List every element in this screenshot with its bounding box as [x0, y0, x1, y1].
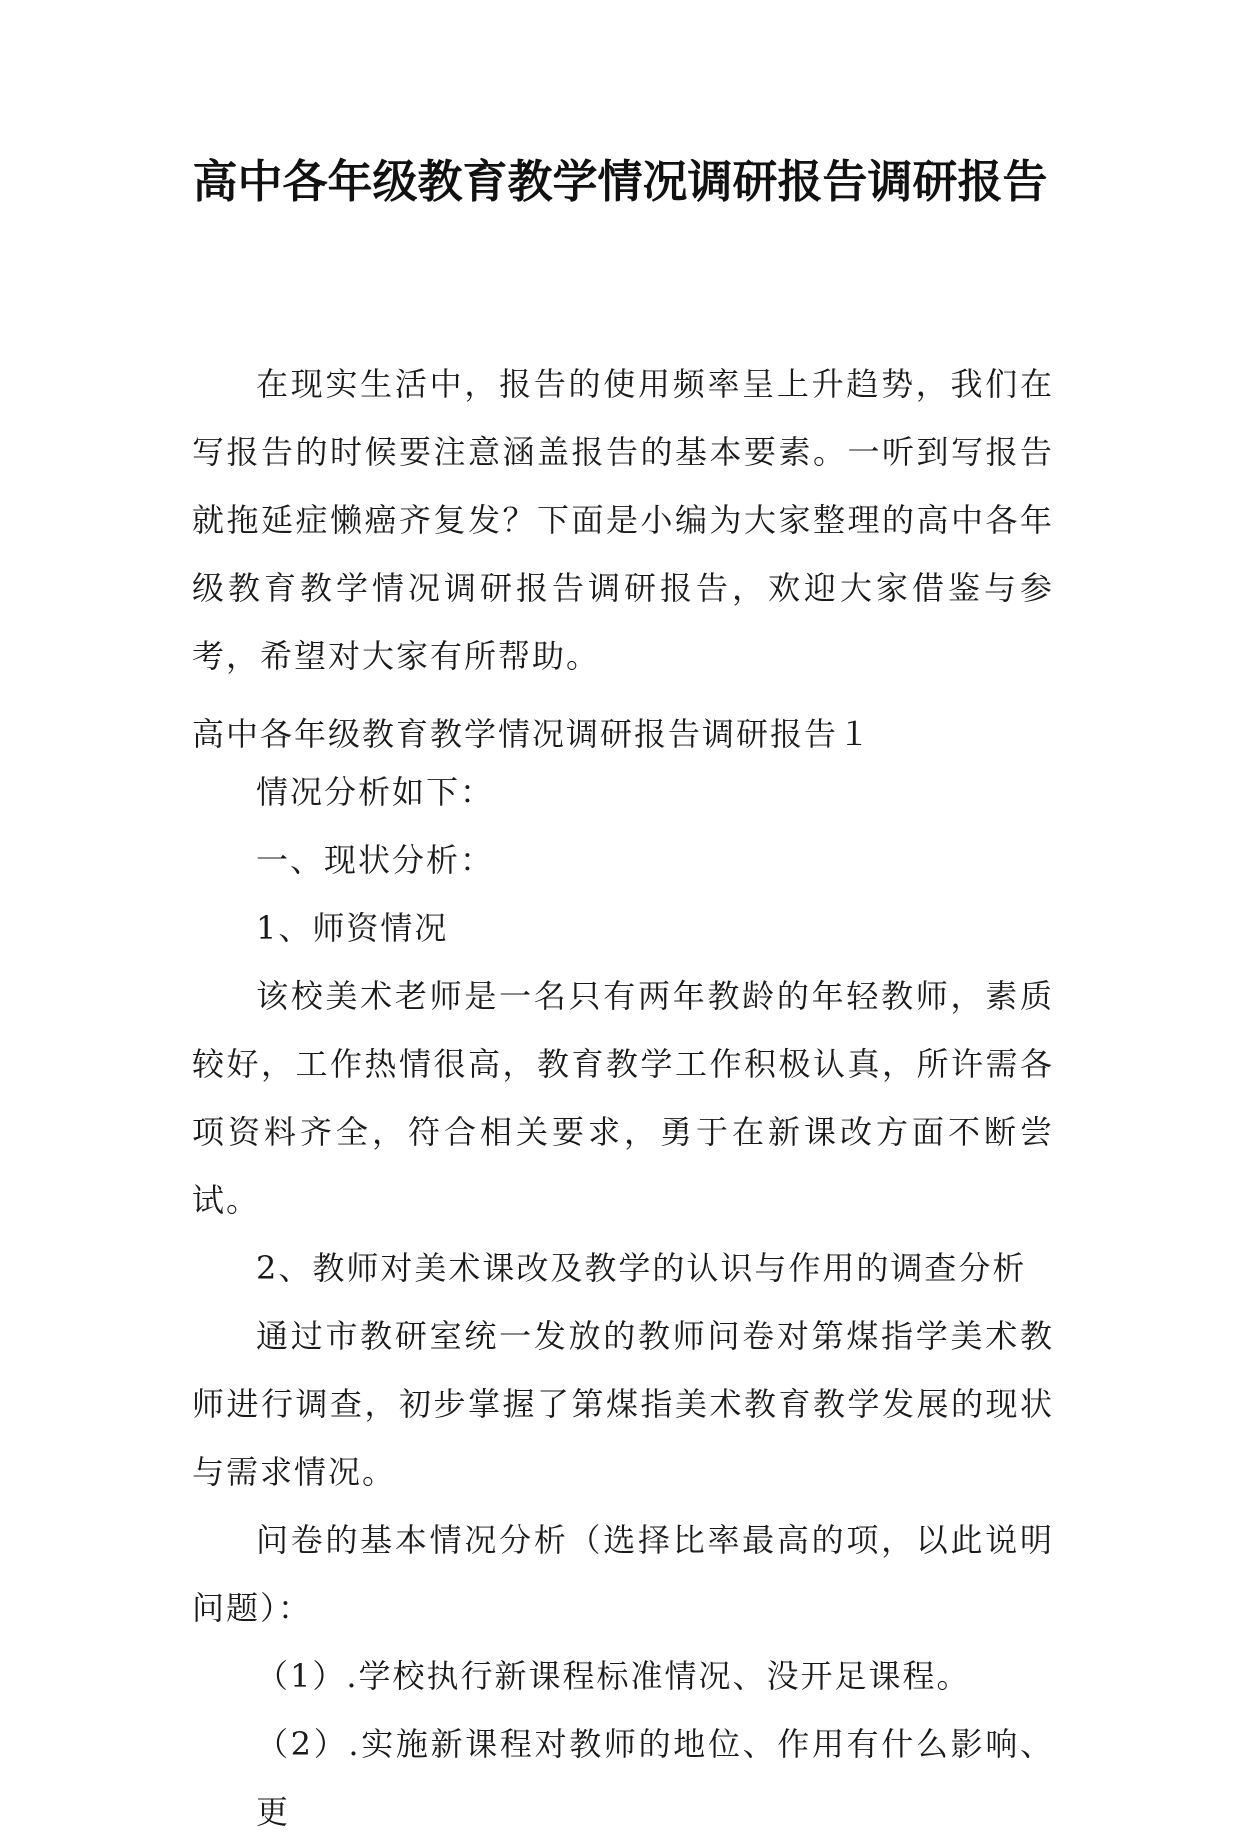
intro-paragraph: 在现实生活中，报告的使用频率呈上升趋势，我们在写报告的时候要注意涵盖报告的基本要素。一听到写报告就拖延症懒癌齐复发？下面是小编为大家整理的高中各年级教育教学情况调研报告调研报告，欢迎大家借鉴与参考，希望对大家有所帮助。: [192, 365, 1054, 675]
paragraph-faculty-heading: 1、师资情况: [256, 909, 449, 947]
paragraph-questionnaire-analysis: 问卷的基本情况分析（选择比率最高的项，以此说明问题）：: [192, 1521, 1054, 1627]
paragraph-survey-details: 通过市教研室统一发放的教师问卷对第煤指学美术教师进行调查，初步掌握了第煤指美术教育教学发展的现状与需求情况。: [192, 1317, 1054, 1491]
report-content: [192, 758, 1054, 1846]
paragraph-analysis-intro: 情况分析如下：: [256, 773, 495, 811]
document-title: 高中各年级教育教学情况调研报告调研报告: [192, 155, 1048, 208]
paragraph-faculty-details: 该校美术老师是一名只有两年教龄的年轻教师，素质较好，工作热情很高，教育教学工作积极认真，所许需各项资料齐全，符合相关要求，勇于在新课改方面不断尝试。: [192, 977, 1054, 1219]
list-item-2: （2）.实施新课程对教师的地位、作用有什么影响、更: [256, 1725, 1054, 1831]
intro-section: [192, 350, 1054, 690]
section-heading: 高中各年级教育教学情况调研报告调研报告１: [192, 715, 873, 753]
list-item-1: （1）.学校执行新课程标准情况、没开足课程。: [256, 1657, 971, 1695]
paragraph-status-heading: 一、现状分析：: [256, 841, 495, 879]
paragraph-survey-heading: 2、教师对美术课改及教学的认识与作用的调查分析: [256, 1249, 1027, 1287]
